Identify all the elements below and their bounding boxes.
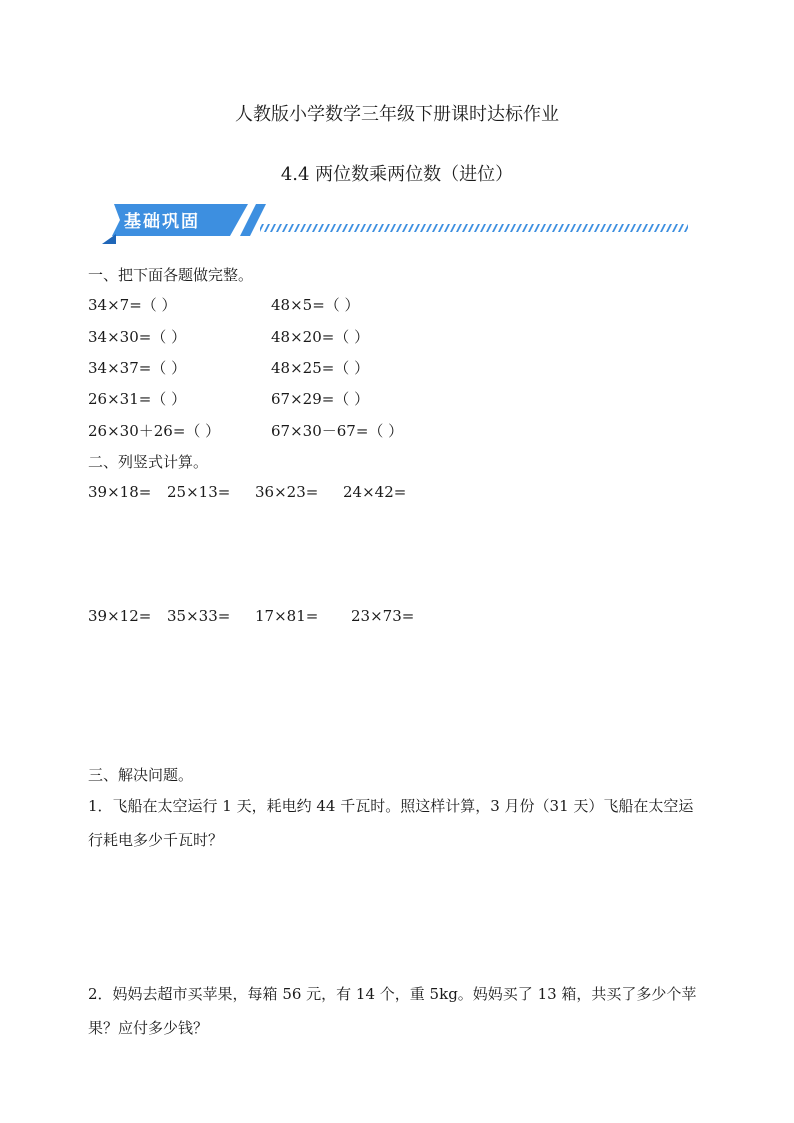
- section3-heading: 三、解决问题。: [88, 766, 194, 784]
- fill-item: 48×20=（ ）: [271, 328, 370, 346]
- problem1-line1: 1．飞船在太空运行 1 天，耗电约 44 千瓦时。照这样计算，3 月份（31 天）飞船在太空运: [88, 797, 694, 815]
- fill-item: 34×30=（ ）: [88, 328, 187, 346]
- banner-stripe-bar: [260, 224, 688, 232]
- problem2-line1: 2．妈妈去超市买苹果，每箱 56 元，有 14 个，重 5kg。妈妈买了 13 箱，共买了多少个苹: [88, 985, 697, 1003]
- fill-item: 67×29=（ ）: [271, 390, 370, 408]
- problem2-line2: 果？应付多少钱？: [88, 1019, 209, 1037]
- fill-item: 48×5=（ ）: [271, 296, 360, 314]
- section1-heading: 一、把下面各题做完整。: [88, 266, 254, 284]
- banner-label: 基础巩固: [124, 212, 200, 232]
- vertical-calc-item: 23×73=: [351, 607, 415, 625]
- lesson-subtitle: 4.4 两位数乘两位数（进位）: [280, 164, 514, 185]
- worksheet-title: 人教版小学数学三年级下册课时达标作业: [235, 104, 559, 125]
- fill-item: 34×37=（ ）: [88, 359, 187, 377]
- fill-item: 34×7=（ ）: [88, 296, 177, 314]
- vertical-calc-item: 36×23=: [255, 483, 319, 501]
- section2-heading: 二、列竖式计算。: [88, 453, 209, 471]
- fill-item: 26×30＋26=（ ）: [88, 422, 221, 440]
- banner-tail: [102, 234, 116, 244]
- vertical-calc-item: 39×18=: [88, 483, 152, 501]
- vertical-calc-item: 35×33=: [167, 607, 231, 625]
- problem1-line2: 行耗电多少千瓦时？: [88, 831, 224, 849]
- fill-item: 48×25=（ ）: [271, 359, 370, 377]
- vertical-calc-item: 24×42=: [343, 483, 407, 501]
- vertical-calc-item: 25×13=: [167, 483, 231, 501]
- section-banner: [102, 200, 702, 244]
- fill-item: 26×31=（ ）: [88, 390, 187, 408]
- vertical-calc-item: 17×81=: [255, 607, 319, 625]
- vertical-calc-item: 39×12=: [88, 607, 152, 625]
- fill-item: 67×30－67=（ ）: [271, 422, 404, 440]
